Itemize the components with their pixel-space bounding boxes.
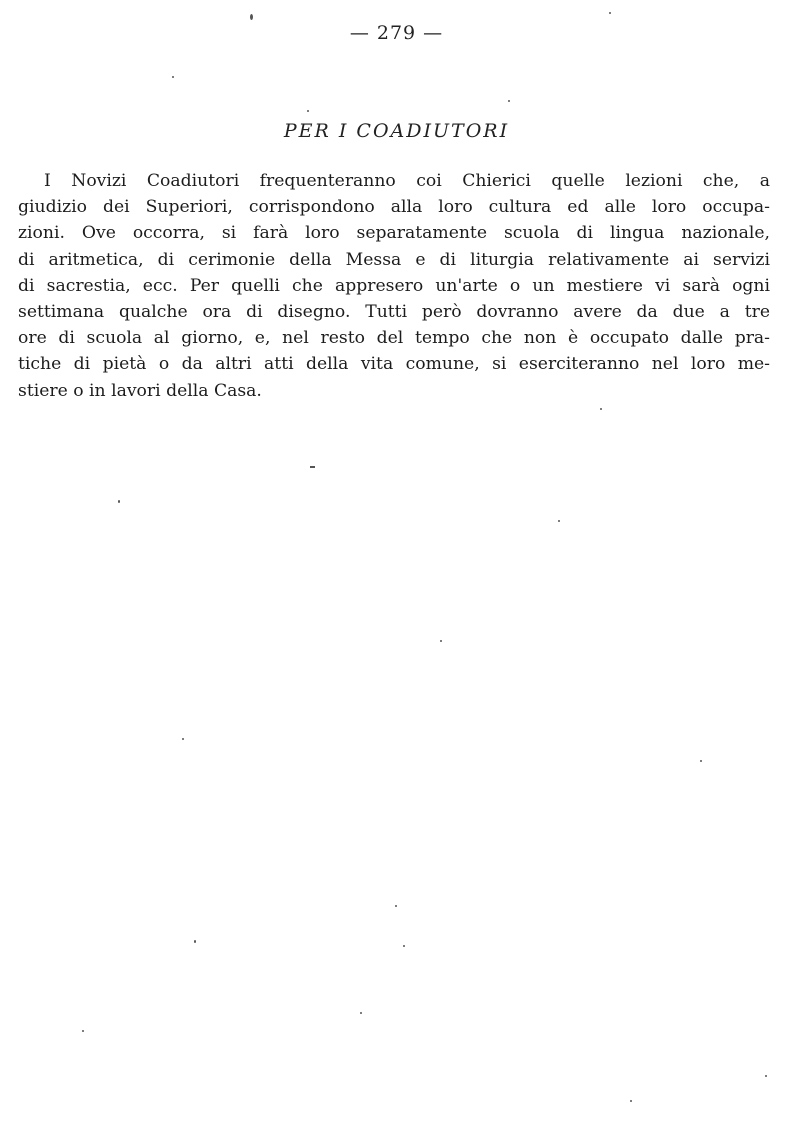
scan-speck: [307, 110, 309, 112]
paragraph-line: tiche di pietà o da altri atti della vita comune, si eserciteranno nel loro me-: [18, 354, 770, 375]
scan-speck: [395, 905, 397, 907]
scan-speck: [82, 1030, 84, 1032]
scan-speck: [600, 408, 602, 410]
paragraph-line: giudizio dei Superiori, corrispondono alla loro cultura ed alle loro occupa-: [18, 197, 770, 218]
scan-speck: [172, 76, 174, 78]
scan-speck: [194, 940, 196, 943]
scan-speck: [558, 520, 560, 522]
body-paragraph: [18, 168, 770, 404]
scan-speck: [700, 760, 702, 762]
scan-speck: [403, 945, 405, 947]
paragraph-line: settimana qualche ora di disegno. Tutti però dovranno avere da due a tre: [18, 301, 770, 322]
paragraph-line: I Novizi Coadiutori frequenteranno coi Chierici quelle lezioni che, a: [44, 171, 770, 191]
scan-speck: [508, 100, 510, 102]
scan-speck: [250, 14, 253, 20]
scan-speck: [765, 1075, 767, 1077]
paragraph-line: ore di scuola al giorno, e, nel resto del tempo che non è occupato dalle pra-: [18, 328, 770, 349]
scan-speck: [609, 12, 611, 14]
paragraph-line: zioni. Ove occorra, si farà loro separatamente scuola di lingua nazionale,: [18, 223, 770, 244]
scan-speck: [310, 466, 315, 468]
scan-speck: [360, 1012, 362, 1014]
section-heading: PER I COADIUTORI: [283, 120, 510, 142]
scan-speck: [182, 738, 184, 740]
scan-speck: [440, 640, 442, 642]
paragraph-line: di sacrestia, ecc. Per quelli che appresero un'arte o un mestiere vi sarà ogni: [18, 275, 770, 296]
page-number: — 279 —: [349, 22, 444, 44]
scan-speck: [630, 1100, 632, 1102]
paragraph-line: di aritmetica, di cerimonie della Messa e di liturgia relativamente ai servizi: [18, 249, 770, 270]
paragraph-line: stiere o in lavori della Casa.: [18, 380, 262, 401]
scan-speck: [118, 500, 120, 503]
